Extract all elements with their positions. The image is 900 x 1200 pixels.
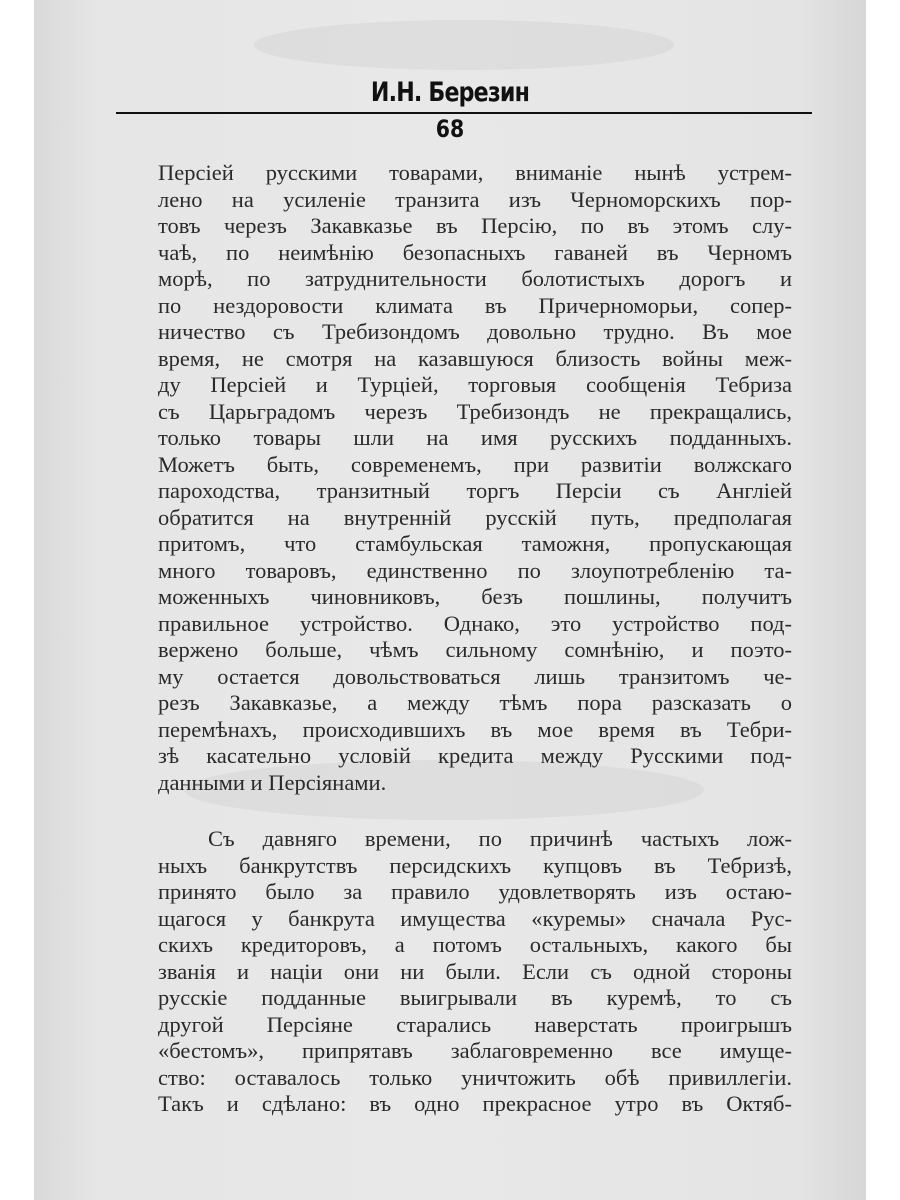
text-line: ничество съ Требизондомъ довольно трудно. Въ мое [158, 319, 792, 344]
author-name: И.Н. Березин [370, 77, 530, 108]
text-line: обратится на внутренній русскій путь, предполагая [158, 504, 792, 530]
text-line: Персіей русскими товарами, вниманіе нынѣ устрем- [158, 160, 792, 185]
text-line: морѣ, по затруднительности болотистыхъ дорогъ и [158, 266, 792, 291]
text-line: данными и Персіянами. [158, 769, 387, 795]
text-line: Съ давняго времени, по причинѣ частыхъ лож- [208, 826, 792, 851]
paragraph-gap [158, 796, 792, 826]
text-line: ство: оставалось только уничтожить обѣ привиллегіи. [158, 1064, 792, 1090]
text-line: съ Царьградомъ черезъ Требизондъ не прекращались, [158, 398, 792, 424]
text-line: русскіе подданные выигрывали въ куремѣ, то съ [158, 985, 792, 1010]
bleed-through-smudge [254, 20, 674, 70]
text-line: ныхъ банкрутствъ персидскихъ купцовъ въ Тебризѣ, [158, 852, 792, 878]
text-line: Такъ и сдѣлано: въ одно прекрасное утро въ Октяб- [158, 1091, 792, 1116]
text-line: чаѣ, по неимѣнію безопасныхъ гаваней въ Черномъ [158, 239, 792, 265]
text-line: принято было за правило удовлетворять изъ остаю- [158, 879, 792, 904]
text-line: моженныхъ чиновниковъ, безъ пошлины, получитъ [158, 584, 792, 609]
page-body [158, 160, 792, 1118]
text-line: Можетъ быть, современемъ, при развитіи волжскаго [158, 451, 792, 477]
paragraph-1 [158, 160, 792, 796]
text-line: щагося у банкрута имущества «куремы» сначала Рус- [158, 905, 792, 931]
text-line: другой Персіяне старались наверстать проигрышъ [158, 1011, 792, 1037]
text-line: вержено больше, чѣмъ сильному сомнѣнію, и поэто- [158, 637, 792, 662]
text-line: зѣ касательно условій кредита между Русскими под- [158, 743, 792, 768]
text-line: званія и націи они ни были. Если съ одной стороны [158, 958, 792, 984]
text-line: му остается довольствоваться лишь транзитомъ че- [158, 663, 792, 689]
text-line: пароходства, транзитный торгъ Персіи съ Англіей [158, 478, 792, 503]
text-line: ду Персіей и Турціей, торговыя сообщенія Тебриза [158, 372, 792, 397]
text-line: правильное устройство. Однако, это устройство под- [158, 610, 792, 636]
text-line: время, не смотря на казавшуюся близость войны меж- [158, 345, 792, 371]
text-line: много товаровъ, единственно по злоупотребленію та- [158, 557, 792, 583]
page-number: 68 [435, 115, 465, 143]
text-line: притомъ, что стамбульская таможня, пропускающая [158, 531, 792, 556]
paragraph-2 [158, 826, 792, 1118]
text-line: скихъ кредиторовъ, а потомъ остальныхъ, какого бы [158, 932, 792, 957]
text-line: лено на усиленіе транзита изъ Черноморскихъ пор- [158, 186, 792, 212]
text-line: резъ Закавказье, а между тѣмъ пора разсказать о [158, 690, 792, 715]
text-line: «бестомъ», припрятавъ заблаговременно все имуще- [158, 1038, 792, 1063]
text-line: только товары шли на имя русскихъ подданныхъ. [158, 425, 792, 450]
text-line: по нездоровости климата въ Причерноморьи, сопер- [158, 292, 792, 318]
text-line: товъ черезъ Закавказье въ Персію, по въ этомъ слу- [158, 213, 792, 238]
text-line: перемѣнахъ, происходившихъ въ мое время въ Тебри- [158, 716, 792, 742]
running-header [34, 76, 866, 110]
